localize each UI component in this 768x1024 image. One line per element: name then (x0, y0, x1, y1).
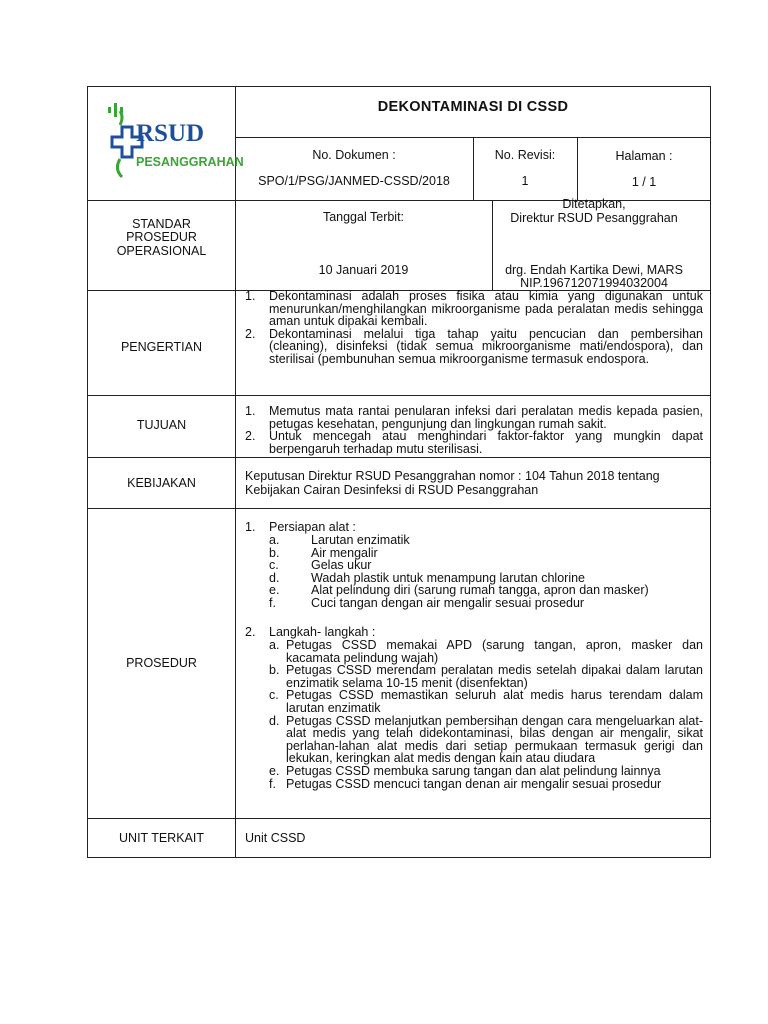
spo-label-line1: STANDAR (132, 217, 191, 231)
persiapan-number: 1. (245, 520, 256, 534)
spo-label-line2: PROSEDUR (126, 230, 197, 244)
spo-document (87, 86, 711, 858)
signer-name: drg. Endah Kartika Dewi, MARS (505, 263, 683, 277)
persiapan-title: Persiapan alat : (269, 520, 356, 534)
label-column-divider (235, 87, 236, 857)
hospital-logo (106, 101, 244, 181)
divider (88, 818, 711, 819)
prosedur-label: PROSEDUR (126, 656, 197, 670)
list-item: d. Petugas CSSD melanjutkan pembersihan dengan cara mengeluarkan alat-alat medis yang telah didekontaminasi, bilas dengan air mengalir, sikat perlahan-lahan alat medis dari setiap permukaan termasuk gerigi dan lekukan, keringkan alat medis dengan kain atau diudara (269, 713, 703, 766)
langkah-title: Langkah- langkah : (269, 625, 376, 639)
list-item: b. Air mengalir (269, 545, 378, 560)
document-title: DEKONTAMINASI DI CSSD (377, 99, 569, 115)
list-item: 2. Dekontaminasi melalui tiga tahap yaitu pencucian dan pembersihan (cleaning), disinfeksi (tidak semua mikroorganisme mati/endospora), dan sterilisai (pembunuhan semua mikroorganisme termasuk endospora. (245, 326, 703, 366)
logo-text-pesanggrahan: PESANGGRAHAN (136, 155, 244, 169)
no-dokumen-value: SPO/1/PSG/JANMED-CSSD/2018 (258, 174, 450, 188)
logo-text-rsud: RSUD (136, 120, 205, 147)
halaman-label: Halaman : (615, 149, 673, 163)
divider (88, 457, 711, 458)
list-item: 1. Dekontaminasi adalah proses fisika atau kimia yang digunakan untuk menurunkan/menghilangkan mikroorganisme pada peralatan medis sehingga aman untuk dipakai kembali. (245, 289, 703, 329)
divider (577, 137, 578, 200)
tujuan-item-2: Untuk mencegah atau menghindari faktor-faktor yang mungkin dapat berpengaruh terhadap mutu sterilisasi. (269, 429, 703, 456)
list-item: 2. Untuk mencegah atau menghindari faktor-faktor yang mungkin dapat berpengaruh terhadap mutu sterilisasi. (245, 429, 703, 456)
tujuan-label: TUJUAN (136, 418, 187, 432)
no-revisi-label: No. Revisi: (494, 148, 556, 162)
list-item: c. Petugas CSSD memastikan seluruh alat medis harus terendam dalam larutan enzimatik (269, 688, 703, 715)
halaman-value: 1 / 1 (631, 175, 657, 189)
pengertian-label: PENGERTIAN (120, 340, 203, 354)
kebijakan-line1: Keputusan Direktur RSUD Pesanggrahan nomor : 104 Tahun 2018 tentang (245, 469, 660, 483)
list-item: f. Petugas CSSD mencuci tangan denan air mengalir sesuai prosedur (269, 776, 662, 791)
unit-terkait-value: Unit CSSD (245, 831, 306, 845)
list-item: b. Petugas CSSD merendam peralatan medis setelah dipakai dalam larutan enzimatik selama 10-15 menit (disenfektan) (269, 663, 703, 690)
tujuan-item-1: Memutus mata rantai penularan infeksi dari peralatan medis kepada pasien, petugas kesehatan, pengunjung dan lingkungan rumah sakit. (269, 404, 703, 431)
pengertian-item-2: Dekontaminasi melalui tiga tahap yaitu pencucian dan pembersihan (cleaning), disinfeksi (tidak semua mikroorganisme mati/endospora), dan sterilisai (pembunuhan semua mikroorganisme termasuk endospora. (269, 326, 703, 366)
kebijakan-line2: Kebijakan Cairan Desinfeksi di RSUD Pesanggrahan (245, 483, 539, 497)
tanggal-terbit-value: 10 Januari 2019 (318, 263, 409, 277)
divider (88, 395, 711, 396)
list-item: e. Alat pelindung diri (sarung rumah tangga, apron dan masker) (269, 583, 649, 598)
persiapan-list (269, 534, 699, 610)
pengertian-item-1: Dekontaminasi adalah proses fisika atau kimia yang digunakan untuk menurunkan/menghilangkan mikroorganisme pada peralatan medis sehingga aman untuk dipakai kembali. (269, 289, 703, 329)
ditetapkan-title: Direktur RSUD Pesanggrahan (510, 211, 678, 225)
divider (473, 137, 474, 200)
list-item: f. Cuci tangan dengan air mengalir sesuai prosedur (269, 595, 585, 610)
langkah-number: 2. (245, 625, 256, 639)
spo-label-line3: OPERASIONAL (116, 244, 207, 258)
tujuan-list (245, 405, 703, 455)
list-item: a. Petugas CSSD memakai APD (sarung tangan, apron, masker dan kacamata pelindung wajah) (269, 638, 703, 665)
list-item: 1. Memutus mata rantai penularan infeksi dari peralatan medis kepada pasien, petugas kesehatan, pengunjung dan lingkungan rumah sakit. (245, 404, 703, 431)
kebijakan-label: KEBIJAKAN (127, 476, 196, 490)
no-revisi-value: 1 (521, 174, 529, 188)
list-item: d. Wadah plastik untuk menampung larutan chlorine (269, 570, 585, 585)
signer-nip: NIP.196712071994032004 (520, 276, 668, 290)
ditetapkan-label: Ditetapkan, (562, 197, 626, 211)
list-item: c. Gelas ukur (269, 558, 372, 573)
divider (88, 508, 711, 509)
unit-terkait-label: UNIT TERKAIT (119, 831, 204, 845)
tanggal-terbit-label: Tanggal Terbit: (322, 210, 405, 224)
list-item: e. Petugas CSSD membuka sarung tangan dan alat pelindung lainnya (269, 763, 661, 778)
no-dokumen-label: No. Dokumen : (312, 148, 396, 162)
list-item: a. Larutan enzimatik (269, 533, 410, 547)
pengertian-list (245, 290, 703, 366)
langkah-list (269, 639, 703, 790)
